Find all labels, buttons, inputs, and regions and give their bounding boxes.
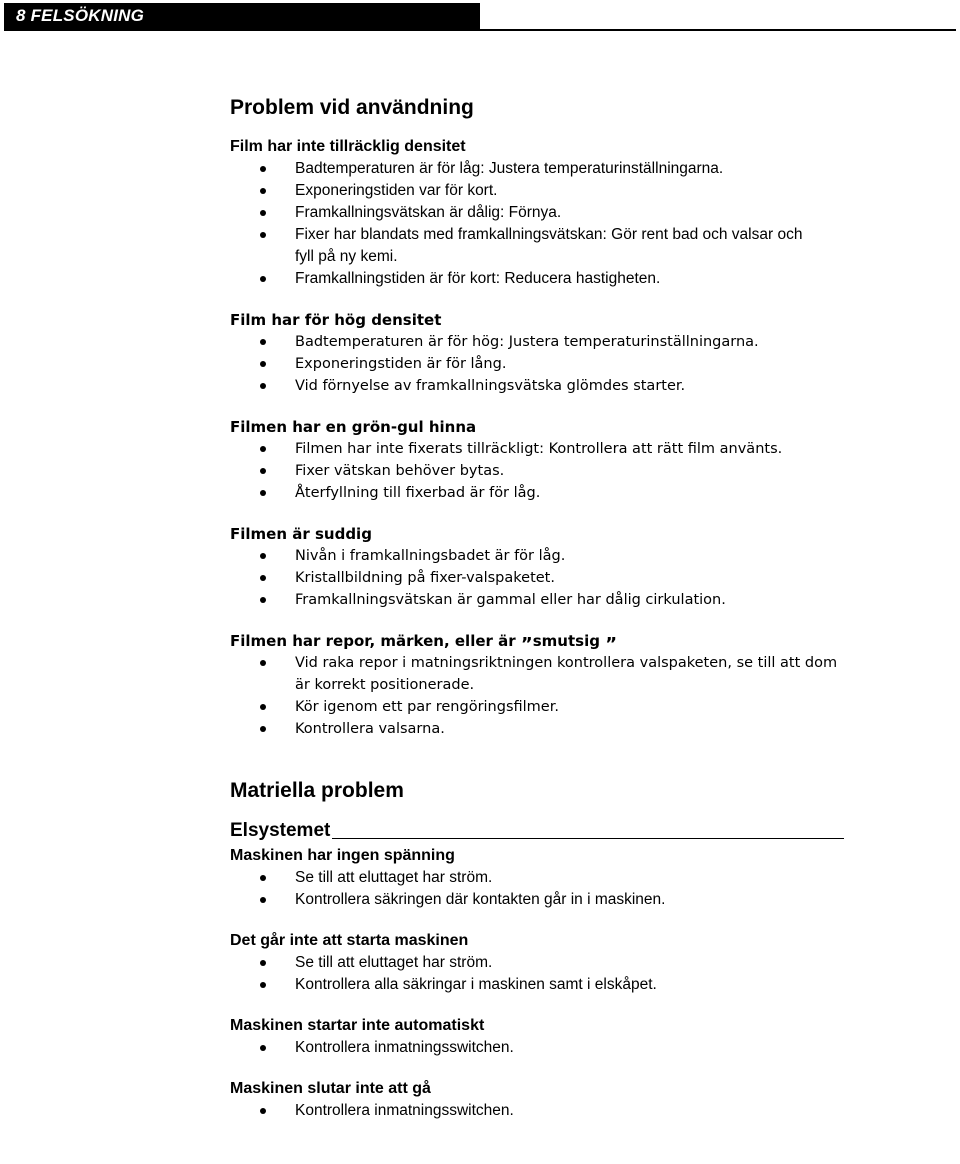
section-heading: Film har för hög densitet: [230, 311, 442, 329]
bullet-icon: [260, 553, 266, 559]
list-item: Framkallningstiden är för kort: Reducera hastigheten.: [230, 268, 930, 290]
section-scratched-film: [230, 630, 930, 740]
list-item: Kontrollera säkringen där kontakten går in i maskinen.: [230, 889, 930, 911]
section-heading: [230, 630, 930, 655]
bullet-icon: [260, 660, 266, 666]
list-item: Badtemperaturen är för hög: Justera temperaturinställningarna.: [230, 331, 930, 353]
electrical-subtitle: [230, 819, 930, 843]
bullet-icon: [260, 875, 266, 881]
bullet-icon: [260, 897, 266, 903]
chapter-header: [4, 3, 480, 31]
section-wont-stop: [230, 1078, 930, 1122]
list-item: Fixer vätskan behöver bytas.: [230, 460, 930, 482]
chapter-title: 8 FELSÖKNING: [16, 6, 145, 25]
list-item: Framkallningsvätskan är gammal eller har dålig cirkulation.: [230, 589, 930, 611]
bullet-list: [230, 1037, 930, 1059]
bullet-list: [230, 1100, 930, 1122]
list-item: Kristallbildning på fixer-valspaketet.: [230, 567, 930, 589]
subtitle-underline: [332, 838, 844, 839]
open-quote: ”: [520, 634, 533, 655]
bullet-icon: [260, 1045, 266, 1051]
list-item: Exponeringstiden är för lång.: [230, 353, 930, 375]
heading-word: smutsig: [532, 632, 600, 650]
header-rule: [480, 29, 956, 31]
list-item: Kontrollera valsarna.: [230, 718, 930, 740]
section-heading: Det går inte att starta maskinen: [230, 932, 469, 949]
section-heading: Maskinen har ingen spänning: [230, 847, 455, 864]
list-item: Fixer har blandats med framkallningsvätskan: Gör rent bad och valsar och fyll på ny kemi.: [230, 224, 825, 268]
section-heading: Maskinen startar inte automatiskt: [230, 1017, 485, 1034]
list-item: Kontrollera alla säkringar i maskinen samt i elskåpet.: [230, 974, 930, 996]
bullet-icon: [260, 982, 266, 988]
list-item: Kör igenom ett par rengöringsfilmer.: [230, 696, 930, 718]
list-item: Se till att eluttaget har ström.: [230, 952, 930, 974]
bullet-icon: [260, 490, 266, 496]
list-item: Se till att eluttaget har ström.: [230, 867, 930, 889]
section-heading: Filmen är suddig: [230, 525, 372, 543]
material-title: Matriella problem: [230, 779, 404, 802]
list-item: Framkallningsvätskan är dålig: Förnya.: [230, 202, 930, 224]
close-quote: ”: [605, 634, 618, 655]
bullet-icon: [260, 726, 266, 732]
list-item: Badtemperaturen är för låg: Justera temperaturinställningarna.: [230, 158, 930, 180]
bullet-icon: [260, 704, 266, 710]
bullet-list: [230, 438, 930, 504]
section-heading: Filmen har en grön-gul hinna: [230, 418, 477, 436]
electrical-subtitle-text: Elsystemet: [230, 820, 331, 841]
bullet-icon: [260, 276, 266, 282]
bullet-list: [230, 652, 930, 740]
bullet-icon: [260, 468, 266, 474]
page-content: [230, 94, 930, 1122]
section-high-density: [230, 309, 930, 397]
bullet-icon: [260, 166, 266, 172]
list-item: Exponeringstiden var för kort.: [230, 180, 930, 202]
list-item: Kontrollera inmatningsswitchen.: [230, 1100, 930, 1122]
bullet-icon: [260, 960, 266, 966]
heading-prefix: Filmen har repor, märken, eller är: [230, 632, 516, 650]
bullet-icon: [260, 597, 266, 603]
section-blurry-film: [230, 523, 930, 611]
bullet-icon: [260, 339, 266, 345]
bullet-list: [230, 158, 930, 290]
section-heading: Film har inte tillräcklig densitet: [230, 138, 466, 155]
list-item: Vid raka repor i matningsriktningen kontrollera valspaketen, se till att dom är korrekt positionerade.: [230, 652, 855, 696]
bullet-icon: [260, 575, 266, 581]
problems-title: Problem vid användning: [230, 96, 474, 119]
list-item: Vid förnyelse av framkallningsvätska glömdes starter.: [230, 375, 930, 397]
section-wont-start: [230, 930, 930, 996]
bullet-list: [230, 952, 930, 996]
bullet-list: [230, 331, 930, 397]
section-green-yellow-film: [230, 416, 930, 504]
bullet-icon: [260, 1108, 266, 1114]
bullet-icon: [260, 232, 266, 238]
bullet-icon: [260, 383, 266, 389]
list-item: Filmen har inte fixerats tillräckligt: Kontrollera att rätt film använts.: [230, 438, 930, 460]
section-low-density: [230, 136, 930, 290]
bullet-list: [230, 867, 930, 911]
list-item: Återfyllning till fixerbad är för låg.: [230, 482, 930, 504]
list-item: Kontrollera inmatningsswitchen.: [230, 1037, 930, 1059]
section-no-autostart: [230, 1015, 930, 1059]
list-item: Nivån i framkallningsbadet är för låg.: [230, 545, 930, 567]
bullet-list: [230, 545, 930, 611]
bullet-icon: [260, 361, 266, 367]
section-no-power: [230, 845, 930, 911]
bullet-icon: [260, 210, 266, 216]
bullet-icon: [260, 446, 266, 452]
section-heading: Maskinen slutar inte att gå: [230, 1080, 431, 1097]
bullet-icon: [260, 188, 266, 194]
